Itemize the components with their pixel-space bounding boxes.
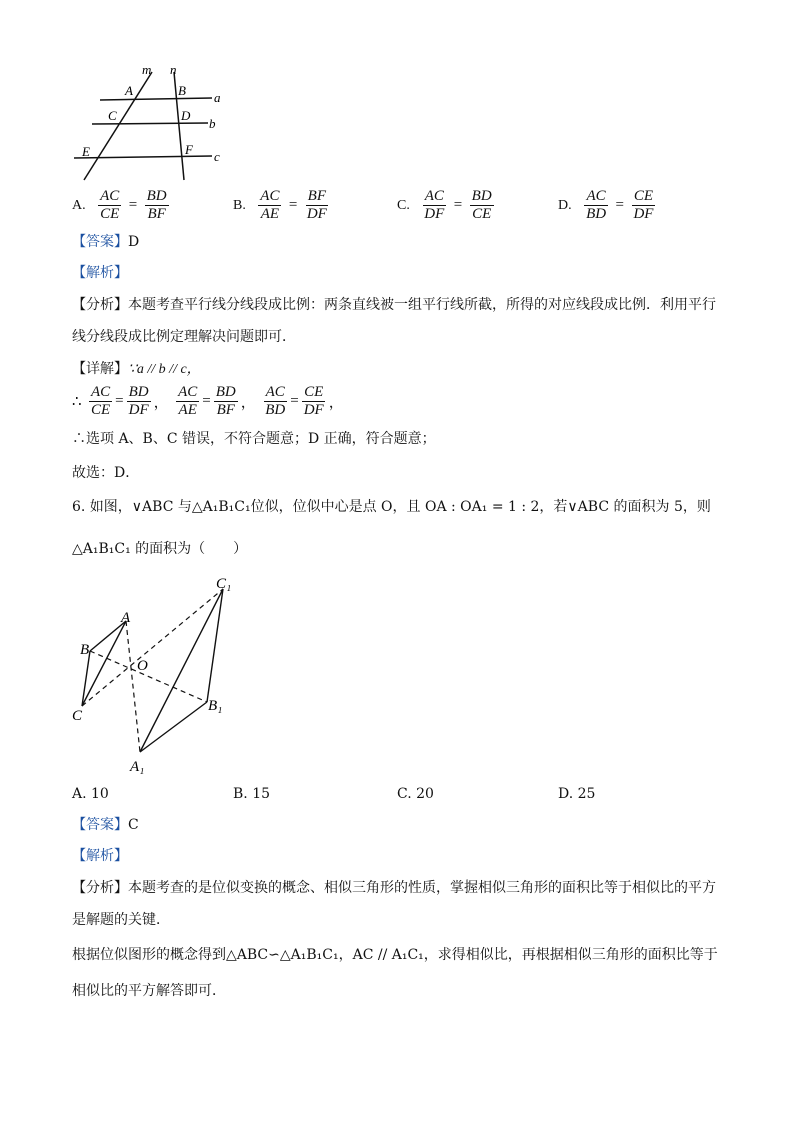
label-c: c [214, 149, 220, 164]
q5-fenxi-line2: 线分线段成比例定理解决问题即可． [72, 329, 296, 345]
fraction: $\frac{AC}{BD}$ [586, 188, 607, 222]
segment-B1A1 [140, 702, 207, 752]
fraction: $\frac{AC}{DF}$ [424, 188, 445, 222]
q5-option-c: C. $\frac{AC}{DF}$ = $\frac{BD}{CE}$ [397, 188, 492, 222]
label-C1: C₁ [216, 576, 232, 592]
label-F: F [185, 142, 193, 157]
fraction: $\frac{CE}{DF}$ [633, 188, 654, 222]
fraction: $\frac{BD}{BF}$ [146, 188, 167, 222]
q6-fenxi-line2: 是解题的关键． [72, 912, 170, 928]
label-b: b [209, 116, 216, 131]
q5-detail: 【详解】∵a // b // c， [72, 361, 201, 377]
q6-para-line2: 相似比的平方解答即可． [72, 983, 226, 999]
q5-choose: 故选：D． [72, 465, 140, 481]
label-B: B [80, 642, 90, 658]
label-C: C [72, 708, 83, 724]
q5-conclusion: ∴选项 A、B、C 错误，不符合题意；D 正确，符合题意； [72, 431, 436, 447]
fraction: $\frac{BD}{CE}$ [471, 188, 492, 222]
label-a: a [214, 90, 221, 105]
q6-analysis-tag: 【解析】 [72, 848, 128, 864]
q6-option-b: B. 15 [233, 786, 271, 802]
label-D: D [181, 108, 191, 123]
label-m: m [142, 62, 152, 77]
q6-option-d: D. 25 [558, 786, 596, 802]
label-A: A [125, 83, 133, 98]
q5-answer: 【答案】D [72, 234, 140, 250]
label-A1: A₁ [130, 759, 145, 775]
line-b [92, 123, 208, 124]
transversal-m [84, 72, 152, 180]
segment-A1C1 [140, 589, 223, 752]
label-A: A [121, 610, 131, 626]
q6-option-a: A. 10 [72, 786, 109, 802]
q5-option-a: A. $\frac{AC}{CE}$ = $\frac{BD}{BF}$ [72, 188, 167, 222]
parallel-lines-figure [70, 62, 230, 187]
q6-option-c: C. 20 [397, 786, 434, 802]
label-C: C [108, 108, 117, 123]
label-B: B [178, 83, 186, 98]
q6-answer: 【答案】C [72, 817, 139, 833]
option-letter: B. [233, 197, 246, 213]
fraction: $\frac{AC}{AE}$ [260, 188, 280, 222]
dashed-B-B1 [90, 651, 207, 702]
q6-para-line1: 根据位似图形的概念得到△ABC∽△A₁B₁C₁，AC // A₁C₁，求得相似比，再根据相似三角形的面积比等于 [72, 947, 718, 963]
label-n: n [170, 62, 177, 77]
option-letter: A. [72, 197, 86, 213]
option-letter: D. [558, 197, 572, 213]
label-B1: B₁ [208, 698, 223, 714]
q5-option-b: B. $\frac{AC}{AE}$ = $\frac{BF}{DF}$ [233, 188, 327, 222]
fraction: $\frac{BF}{DF}$ [306, 188, 327, 222]
label-E: E [82, 144, 90, 159]
q5-fraction-row: ∴ $\frac{AC}{CE}$ = $\frac{BD}{DF}$ ， $\frac{AC}{AE}$ = $\frac{BD}{BF}$ ， $\frac{AC}{BD}$ = $\frac{CE}{DF}$ ， [72, 384, 344, 418]
line-a [100, 98, 212, 100]
q5-option-d: D. $\frac{AC}{BD}$ = $\frac{CE}{DF}$ [558, 188, 654, 222]
q5-fenxi-line1: 【分析】本题考查平行线分线段成比例：两条直线被一组平行线所截，所得的对应线段成比例．利用平行 [72, 297, 716, 313]
homothety-figure [68, 570, 248, 775]
label-O: O [137, 658, 148, 674]
q6-stem-line2: △A₁B₁C₁ 的面积为（ ） [72, 541, 248, 557]
q6-fenxi-line1: 【分析】本题考查的是位似变换的概念、相似三角形的性质，掌握相似三角形的面积比等于相似比的平方 [72, 880, 716, 896]
option-letter: C. [397, 197, 410, 213]
fraction: $\frac{AC}{CE}$ [100, 188, 120, 222]
dashed-C-C1 [82, 589, 223, 706]
q5-analysis-tag: 【解析】 [72, 265, 128, 281]
dashed-A-A1 [126, 621, 140, 752]
q6-stem-line1: 6. 如图，∨ABC 与△A₁B₁C₁位似，位似中心是点 O，且 OA : OA₁ = 1 : 2，若∨ABC 的面积为 5，则 [72, 499, 711, 515]
